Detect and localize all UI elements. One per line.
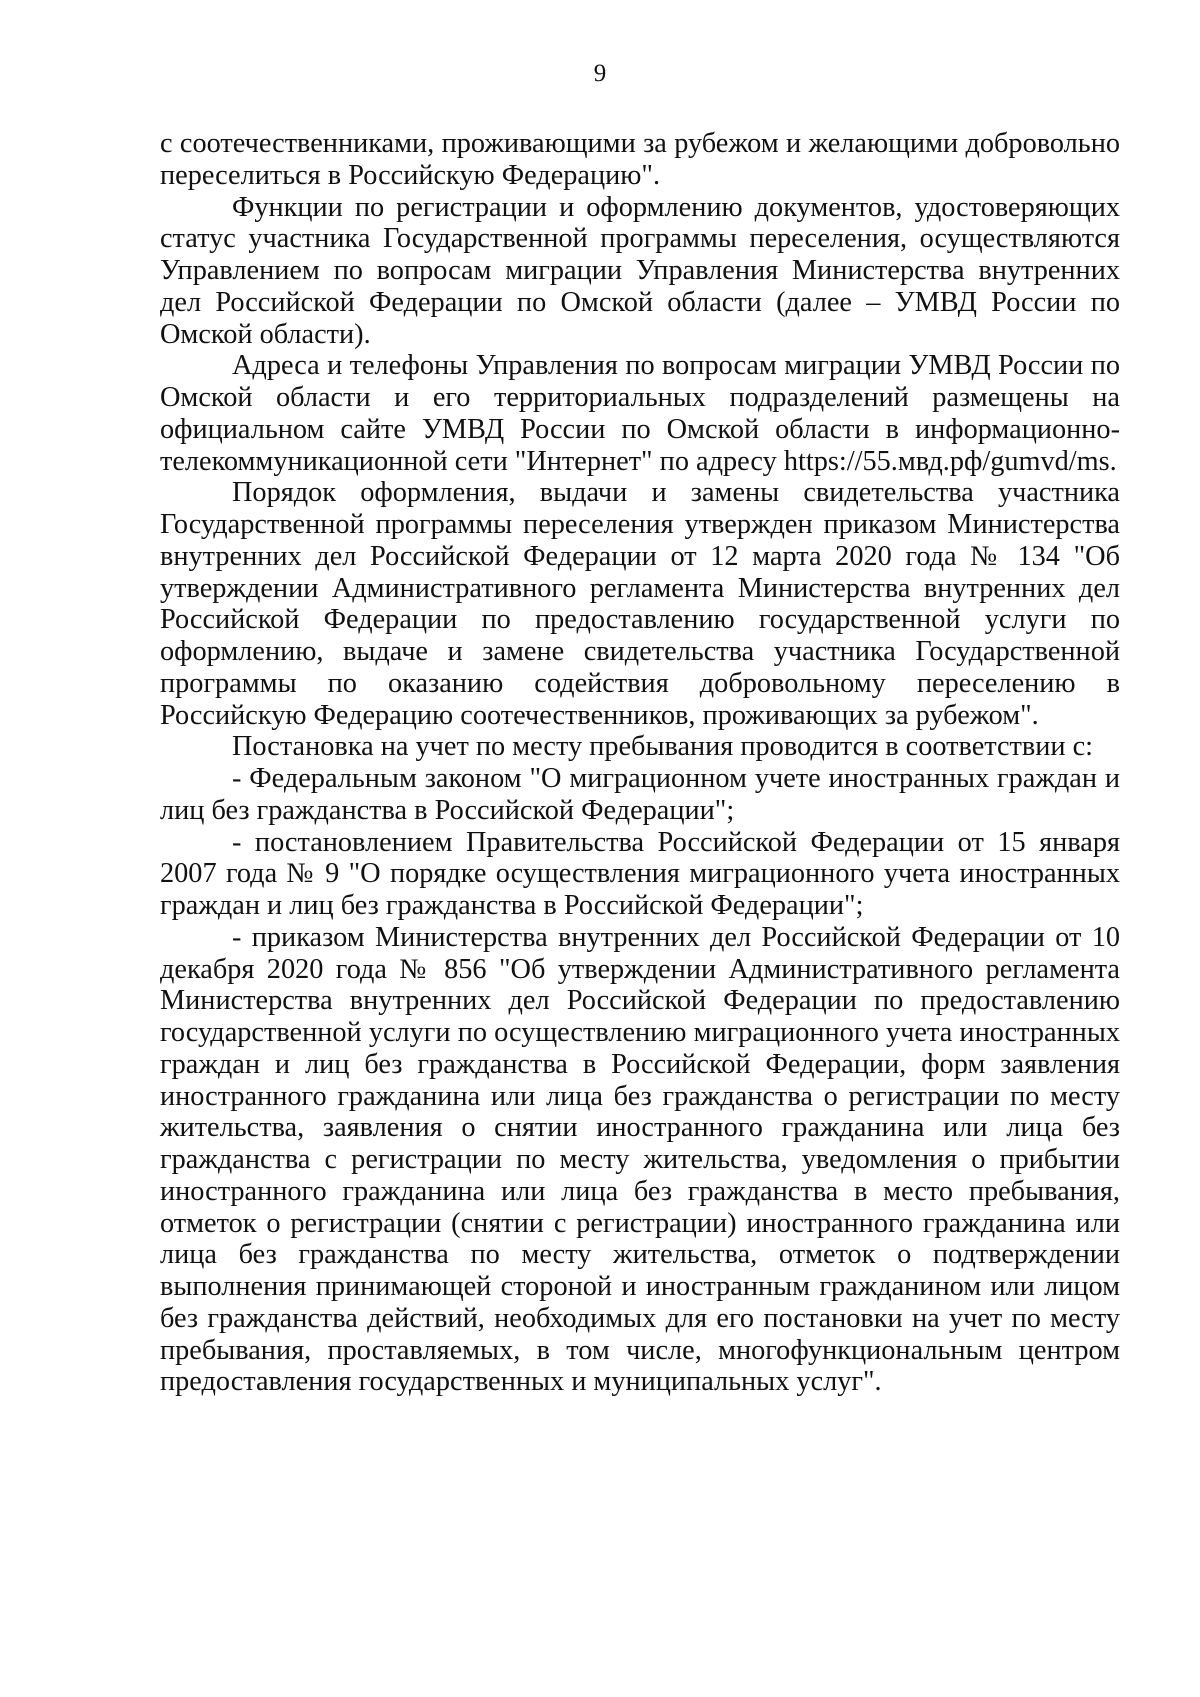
paragraph: Порядок оформления, выдачи и замены свидетельства участника Государственной программы переселения утвержден приказом Министерства внутренних дел Российской Федерации от 12 марта 2020 года № 134 "Об утверждении Административного регламента Министерства внутренних дел Российской Федерации по предоставлению государственной услуги по оформлению, выдаче и замене свидетельства участника Государственной программы по оказанию содействия добровольному переселению в Российскую Федерацию соотечественников, проживающих за рубежом".	[160, 477, 1120, 731]
paragraph: - Федеральным законом "О миграционном учете иностранных граждан и лиц без гражданства в Российской Федерации";	[160, 763, 1120, 826]
paragraph: с соотечественниками, проживающими за рубежом и желающими добровольно переселиться в Российскую Федерацию".	[160, 128, 1120, 191]
paragraph: - приказом Министерства внутренних дел Российской Федерации от 10 декабря 2020 года № 856 "Об утверждении Административного регламента Министерства внутренних дел Российской Федерации по предоставлению государственной услуги по осуществлению миграционного учета иностранных граждан и лиц без гражданства в Российской Федерации, форм заявления иностранного гражданина или лица без гражданства о регистрации по месту жительства, заявления о снятии иностранного гражданина или лица без гражданства с регистрации по месту жительства, уведомления о прибытии иностранного гражданина или лица без гражданства в место пребывания, отметок о регистрации (снятии с регистрации) иностранного гражданина или лица без гражданства по месту жительства, отметок о подтверждении выполнения принимающей стороной и иностранным гражданином или лицом без гражданства действий, необходимых для его постановки на учет по месту пребывания, проставляемых, в том числе, многофункциональным центром предоставления государственных и муниципальных услуг".	[160, 921, 1120, 1398]
paragraph: Адреса и телефоны Управления по вопросам миграции УМВД России по Омской области и его территориальных подразделений размещены на официальном сайте УМВД России по Омской области в информационно-телекоммуникационной сети "Интернет" по адресу https://55.мвд.рф/gumvd/ms.	[160, 350, 1120, 477]
paragraph: Постановка на учет по месту пребывания проводится в соответствии с:	[232, 731, 1094, 763]
paragraph: Функции по регистрации и оформлению документов, удостоверяющих статус участника Государственной программы переселения, осуществляются Управлением по вопросам миграции Управления Министерства внутренних дел Российской Федерации по Омской области (далее – УМВД России по Омской области).	[160, 191, 1120, 350]
paragraph: - постановлением Правительства Российской Федерации от 15 января 2007 года № 9 "О порядке осуществления миграционного учета иностранных граждан и лиц без гражданства в Российской Федерации";	[160, 826, 1120, 921]
page-number: 9	[593, 60, 607, 87]
document-body	[160, 128, 1120, 1398]
